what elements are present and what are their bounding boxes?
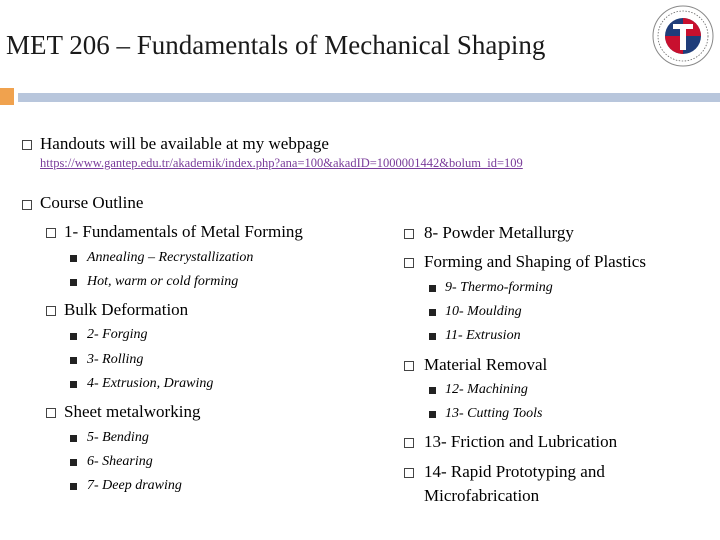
solid-bullet-icon [70,459,77,466]
square-bullet-icon [22,200,32,210]
solid-bullet-icon [429,411,436,418]
subitem-forging: 2- Forging [87,327,148,342]
solid-bullet-icon [70,333,77,340]
square-bullet-icon [404,361,414,371]
outline-item-rapid-line1: 14- Rapid Prototyping and [424,462,605,481]
outline-item-material-removal: Material Removal [424,355,548,374]
subitem-cutting-tools: 13- Cutting Tools [445,406,543,421]
square-bullet-icon [46,228,56,238]
square-bullet-icon [46,408,56,418]
accent-bar-orange [0,88,14,105]
subitem-thermo: 9- Thermo-forming [445,280,553,295]
square-bullet-icon [404,258,414,268]
outline-item-bulk: Bulk Deformation [64,300,189,319]
subitem-deep-drawing: 7- Deep drawing [87,478,182,493]
outline-item-rapid-line2: Microfabrication [424,486,540,505]
subitem-extrusion-drawing: 4- Extrusion, Drawing [87,376,214,391]
subitem-bending: 5- Bending [87,430,149,445]
subitem-moulding: 10- Moulding [445,304,522,319]
handouts-text: Handouts will be available at my webpage [40,134,329,153]
subitem-shearing: 6- Shearing [87,454,153,469]
outline-item-powder: 8- Powder Metallurgy [424,223,574,242]
solid-bullet-icon [429,333,436,340]
slide-title: MET 206 – Fundamentals of Mechanical Shaping [6,30,546,60]
subitem-extrusion: 11- Extrusion [445,328,521,343]
square-bullet-icon [404,229,414,239]
university-logo [651,4,715,68]
solid-bullet-icon [429,387,436,394]
solid-bullet-icon [70,255,77,262]
square-bullet-icon [404,438,414,448]
solid-bullet-icon [70,279,77,286]
handouts-link[interactable]: https://www.gantep.edu.tr/akademik/index.php?ana=100&akadID=1000001442&bolum_id=109 [40,156,523,170]
solid-bullet-icon [429,285,436,292]
square-bullet-icon [22,140,32,150]
outline-item-plastics: Forming and Shaping of Plastics [424,252,646,271]
square-bullet-icon [404,468,414,478]
outline-item-friction: 13- Friction and Lubrication [424,432,618,451]
subitem-machining: 12- Machining [445,382,528,397]
accent-bar-blue [18,93,720,102]
subitem-annealing: Annealing – Recrystallization [87,250,254,265]
solid-bullet-icon [70,435,77,442]
outline-item-sheet: Sheet metalworking [64,402,201,421]
solid-bullet-icon [70,483,77,490]
solid-bullet-icon [429,309,436,316]
outline-item-fundamentals: 1- Fundamentals of Metal Forming [64,222,303,241]
outline-heading: Course Outline [40,193,144,212]
solid-bullet-icon [70,357,77,364]
solid-bullet-icon [70,381,77,388]
subitem-rolling: 3- Rolling [87,352,144,367]
square-bullet-icon [46,306,56,316]
subitem-hot-cold: Hot, warm or cold forming [87,274,239,289]
